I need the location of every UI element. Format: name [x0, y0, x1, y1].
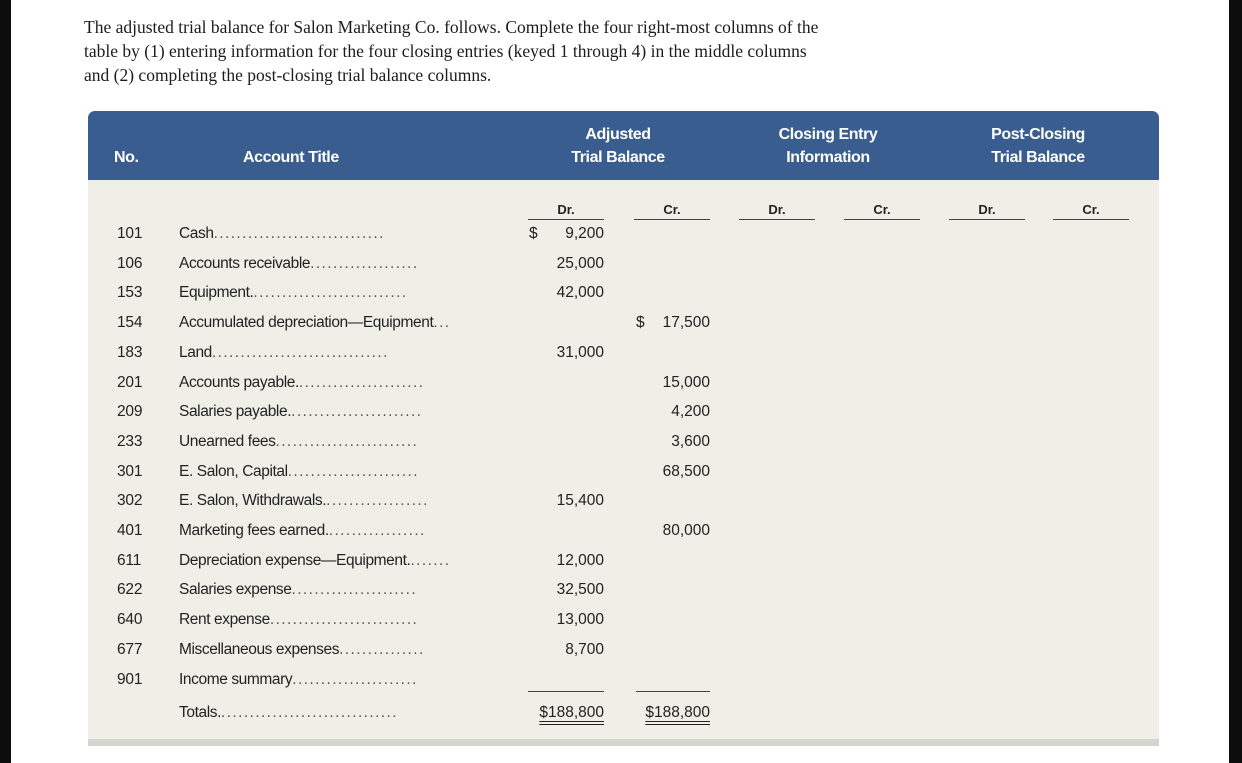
table-bottom-edge [88, 739, 1159, 746]
adjusted-dr-value: 15,400 [556, 492, 604, 510]
subheader-post-cr: Cr. [1053, 201, 1129, 220]
account-title: E. Salon, Capital....................... [179, 462, 419, 480]
adjusted-dr-value: 31,000 [556, 343, 604, 361]
account-number: 677 [117, 640, 143, 658]
account-title: Land............................... [179, 343, 389, 361]
subheader-adjusted-cr: Cr. [634, 201, 710, 220]
account-number: 201 [117, 373, 143, 391]
account-title: Income summary...................... [179, 670, 418, 688]
header-post-line2: Trial Balance [991, 149, 1085, 166]
subheader-closing-dr: Dr. [739, 201, 815, 220]
table-row [88, 667, 1159, 697]
adjusted-dr-value: 13,000 [556, 611, 604, 629]
account-number: 622 [117, 581, 143, 599]
cr-currency: $ [636, 314, 645, 332]
account-title: Depreciation expense—Equipment........ [179, 551, 451, 569]
adjusted-cr-value: 3,600 [671, 432, 710, 450]
account-number: 301 [117, 462, 143, 480]
table-row [88, 251, 1159, 281]
table-row [88, 370, 1159, 400]
table-row [88, 340, 1159, 370]
table-row [88, 548, 1159, 578]
prompt-line: and (2) completing the post-closing trial balance columns. [84, 65, 492, 85]
table-row [88, 607, 1159, 637]
table-row [88, 429, 1159, 459]
totals-title: Totals................................ [179, 704, 398, 721]
adjusted-dr-value: 12,000 [556, 551, 604, 569]
question-prompt [84, 15, 964, 87]
subheader-closing-cr: Cr. [844, 201, 920, 220]
header-post-closing-trial-balance [958, 123, 1118, 169]
account-number: 183 [117, 343, 143, 361]
adjusted-cr-total-rule [636, 691, 710, 692]
account-number: 154 [117, 314, 143, 332]
account-title: Accumulated depreciation—Equipment... [179, 314, 451, 332]
header-closing-line1: Closing Entry [778, 126, 878, 143]
subheader-adjusted-dr: Dr. [528, 201, 604, 220]
adjusted-dr-value: 8,700 [565, 640, 604, 658]
adjusted-cr-value: 80,000 [662, 522, 710, 539]
adjusted-cr-value: 15,000 [662, 373, 710, 391]
table-row [88, 577, 1159, 607]
header-account-title: Account Title [243, 149, 339, 166]
adjusted-cr-value: 4,200 [671, 403, 710, 421]
table-row [88, 459, 1159, 489]
table-row [88, 399, 1159, 429]
dr-currency: $ [529, 225, 538, 242]
account-title: Rent expense.......................... [179, 611, 419, 629]
subheader-post-dr: Dr. [949, 201, 1025, 220]
adjusted-dr-total-rule [528, 691, 604, 692]
account-number: 233 [117, 432, 143, 450]
trial-balance-table [88, 111, 1159, 739]
left-border [0, 0, 11, 763]
header-adjusted-trial-balance [538, 123, 698, 169]
adjusted-dr-value: 42,000 [556, 284, 604, 302]
account-title: Cash.............................. [179, 225, 385, 242]
table-row [88, 488, 1159, 518]
table-row [88, 637, 1159, 667]
account-title: Unearned fees......................... [179, 432, 419, 450]
account-number: 209 [117, 403, 143, 421]
header-closing-entry-information [748, 123, 908, 169]
table-row [88, 221, 1159, 251]
header-adjusted-line1: Adjusted [585, 126, 651, 143]
account-number: 611 [117, 551, 142, 569]
totals-row [88, 700, 1159, 730]
adjusted-dr-value: 25,000 [556, 254, 604, 272]
account-number: 106 [117, 254, 143, 272]
prompt-line: table by (1) entering information for the four closing entries (keyed 1 through 4) in the middle columns [84, 41, 807, 61]
header-closing-line2: Information [786, 149, 870, 166]
account-title: Salaries payable........................ [179, 403, 423, 421]
adjusted-cr-value: 68,500 [662, 462, 710, 480]
account-title: Accounts payable....................... [179, 373, 425, 391]
account-number: 640 [117, 611, 143, 629]
table-row [88, 280, 1159, 310]
account-number: 153 [117, 284, 143, 302]
account-title: Equipment............................ [179, 284, 408, 302]
table-row [88, 310, 1159, 340]
header-post-line1: Post-Closing [991, 126, 1085, 143]
account-title: Accounts receivable................... [179, 254, 419, 272]
totals-dr: $188,800 [539, 704, 604, 721]
account-title: Miscellaneous expenses............... [179, 640, 425, 658]
account-title: Salaries expense...................... [179, 581, 418, 599]
account-number: 901 [117, 670, 143, 688]
account-title: Marketing fees earned.................. [179, 522, 426, 539]
account-number: 401 [117, 522, 143, 539]
totals-cr: $188,800 [645, 704, 710, 721]
table-row [88, 518, 1159, 548]
account-title: E. Salon, Withdrawals................... [179, 492, 429, 510]
account-number: 101 [117, 225, 143, 242]
header-adjusted-line2: Trial Balance [571, 149, 665, 166]
adjusted-dr-value: 9,200 [565, 225, 604, 242]
adjusted-dr-value: 32,500 [556, 581, 604, 599]
header-no: No. [114, 149, 139, 166]
right-border [1229, 0, 1242, 763]
account-number: 302 [117, 492, 143, 510]
prompt-line: The adjusted trial balance for Salon Marketing Co. follows. Complete the four right-most columns of the [84, 17, 819, 37]
adjusted-cr-value: 17,500 [662, 314, 710, 332]
table-header [88, 111, 1159, 180]
